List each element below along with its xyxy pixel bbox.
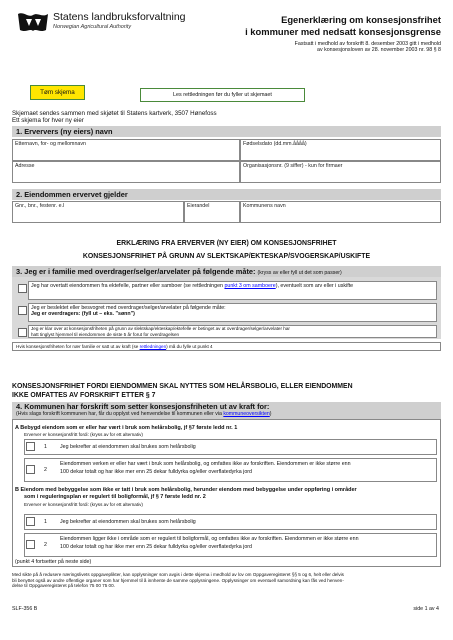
option-b2-text: Eiendommen ligger ikke i område som er regulert til boligformål, og omfattes ikke av forskriften. Eiendommen er ikke større enn 100 dekar totalt og har ikke mer enn 25 dekar fulldyrka og/eller overflatedyrka jord (60, 536, 359, 551)
option-a2-checkbox[interactable] (26, 465, 35, 474)
residence-heading (12, 382, 353, 400)
option-a1-number: 1 (44, 444, 47, 450)
option-b2-checkbox[interactable] (26, 540, 35, 549)
form-subtitle-line2: av konsesjonsloven av 28. november 2003 nr. 98 § 8 (317, 47, 441, 54)
org-name: Statens landbruksforvaltning (53, 11, 186, 23)
address-label: Adresse (15, 163, 35, 169)
declaration-subheading: KONSESJONSFRIHET PÅ GRUNN AV SLEKTSKAP/EKTESKAP/SVOGERSKAP/USKIFTE (82, 253, 371, 260)
section2-header: 2. Eiendommen ervervet gjelder (12, 189, 441, 200)
cohabitants-guide-link[interactable]: punkt 3 om samboere (224, 283, 276, 289)
section3-header (12, 266, 441, 277)
dob-field[interactable] (240, 139, 441, 161)
guide-link[interactable]: rettledningen (139, 344, 167, 349)
page-number: side 1 av 4 (413, 606, 439, 612)
privacy-notice: Med sikte på å redusere næringslivets oppgaveplikter, kan opplysninger som avgis i dette skjema i medhold av lov om Oppgaveregisteret §§ 5 og 6, helt eller delvis bli benyttet også av andre offentlige organer som har hjemmel til å innhente de samme opplysningene. Opplysninger om eventuell samordning kan fås ved henven- delse til Oppgaveregisteret på telefon 75 00 75 00. (12, 572, 344, 589)
org-number-field[interactable] (240, 161, 441, 183)
section3-note: (kryss av eller fyll ut det som passer) (257, 270, 342, 276)
form-subtitle (295, 41, 441, 54)
municipality-label: Kommunens navn (243, 203, 286, 209)
option-b-subtitle: Erverver er konsesjonsfritt fordi: (kryss av for ett alternativ) (24, 502, 143, 507)
name-label: Etternavn, for- og mellomnavn (15, 141, 86, 147)
intro-line1: Skjemaet sendes sammen med skjøtet til Statens kartverk, 3507 Hønefoss (12, 110, 217, 117)
intro-line2: Ett skjema for hver ny eier (12, 117, 84, 125)
option-a1-checkbox[interactable] (26, 442, 35, 451)
family-suspended-note: Hvis konsesjonsfriheten for nær familie er satt ut av kraft (se rettledningen) må du fylle ut punkt 4 (12, 342, 441, 351)
option-b2-number: 2 (44, 542, 47, 548)
option-a2-text: Eiendommen verken er eller har vært i bruk som helårsbolig, og omfattes ikke av forskriften. Eiendommen er ikke større enn 100 dekar totalt og har ikke mer enn 25 dekar fulldyrka og/eller overflatedyrka jord (60, 461, 351, 476)
family-option3-text: Jeg er klar over at konsesjonsfriheten på grunn av slektskap/ekteskap/ektefelle er betinget av at overdrager/selger/arvelater har hatt tinglyst hjemmel til eiendommen de siste 5 år forut for overdragelsen (28, 325, 437, 338)
intro (12, 110, 217, 124)
continued-note: (punkt 4 fortsetter på neste side) (15, 559, 92, 565)
address-field[interactable] (12, 161, 240, 183)
clear-form-button[interactable]: Tøm skjema (30, 85, 85, 100)
declaration-heading: ERKLÆRING FRA ERVERVER (NY EIER) OM KONSESJONSFRIHET (116, 240, 337, 247)
form-title-line1: Egenerklæring om konsesjonsfrihet (281, 14, 441, 25)
option-a-title: A Bebygd eiendom som er eller har vært i bruk som helårsbolig, jf §7 første ledd nr. 1 (15, 425, 238, 431)
form-subtitle-line1: Fastsatt i medhold av forskrift 8. desember 2003 gitt i medhold (294, 41, 441, 47)
option-a1-text: Jeg bekrefter at eiendommen skal brukes som helårsbolig (60, 444, 196, 450)
form-title-line2: i kommuner med nedsatt konsesjonsgrense (245, 26, 441, 37)
family-option1-text: Jeg har overtatt eiendommen fra ektefelle, partner eller samboer (se rettledningen punkt 3 om samboere), eventuelt som arv eller i uskifte (28, 281, 437, 300)
logo (16, 10, 50, 34)
form-code: SLF-356 B (12, 606, 38, 612)
residence-heading-line1: KONSESJONSFRIHET FORDI EIENDOMMEN SKAL NYTTES SOM HELÅRSBOLIG, ELLER EIENDOMMEN (12, 383, 353, 390)
name-field[interactable] (12, 139, 240, 161)
read-guide-button[interactable]: Les rettledningen før du fyller ut skjemaet (140, 88, 305, 102)
option-a2-number: 2 (44, 467, 47, 473)
family-option2-input[interactable]: Jeg er beslektet eller besvogret med overdrager/selger/arvelater på følgende måte: Jeg er overdragers: (fyll ut – eks. "sønn") (28, 303, 437, 322)
section4-header (12, 402, 441, 419)
org-subtitle: Norwegian Agricultural Authority (53, 24, 132, 30)
org-number-label: Organisasjonsnr. (9 siffer) - kun for firmaer (243, 163, 343, 169)
family-option3-checkbox[interactable] (18, 328, 27, 337)
residence-heading-line2: IKKE OMFATTES AV FORSKRIFT ETTER § 7 (12, 392, 156, 399)
family-option2-checkbox[interactable] (18, 306, 27, 315)
option-b1-number: 1 (44, 519, 47, 525)
municipality-field[interactable] (240, 201, 441, 223)
ownership-share-field[interactable] (184, 201, 240, 223)
option-b1-checkbox[interactable] (26, 517, 35, 526)
dob-label: Fødselsdato (dd.mm.åååå) (243, 141, 307, 147)
section3-title: 3. Jeg er i familie med overdrager/selger/arvelater på følgende måte: (16, 267, 256, 276)
option-b-title: B Eiendom med bebyggelse som ikke er tatt i bruk som helårsbolig, herunder eiendom med bebyggelse under oppføring i områder som i reguleringsplan er regulert til boligformål, jf § 7 første ledd nr. 2 (15, 487, 357, 500)
option-b1-text: Jeg bekrefter at eiendommen skal brukes som helårsbolig (60, 519, 196, 525)
section4-note: (Hvis slags forskrift kommunen har, får du opplyst ved henvendelse til kommunen eller via kommuneoversikten) (16, 411, 272, 417)
family-option1-checkbox[interactable] (18, 284, 27, 293)
property-id-label: Gnr., bnr., festenr. e.l (15, 203, 65, 209)
ownership-share-label: Eierandel (187, 203, 210, 209)
form-title (245, 14, 441, 38)
section4-title: 4. Kommunen har forskrift som setter konsesjonsfriheten ut av kraft for: (16, 402, 270, 411)
option-a-subtitle: Erverver er konsesjonsfritt fordi: (kryss av for ett alternativ) (24, 432, 143, 437)
property-id-field[interactable] (12, 201, 184, 223)
section1-header: 1. Erververs (ny eiers) navn (12, 126, 441, 137)
crest-icon (16, 10, 50, 34)
municipality-overview-link[interactable]: kommuneoversikten (223, 411, 270, 417)
